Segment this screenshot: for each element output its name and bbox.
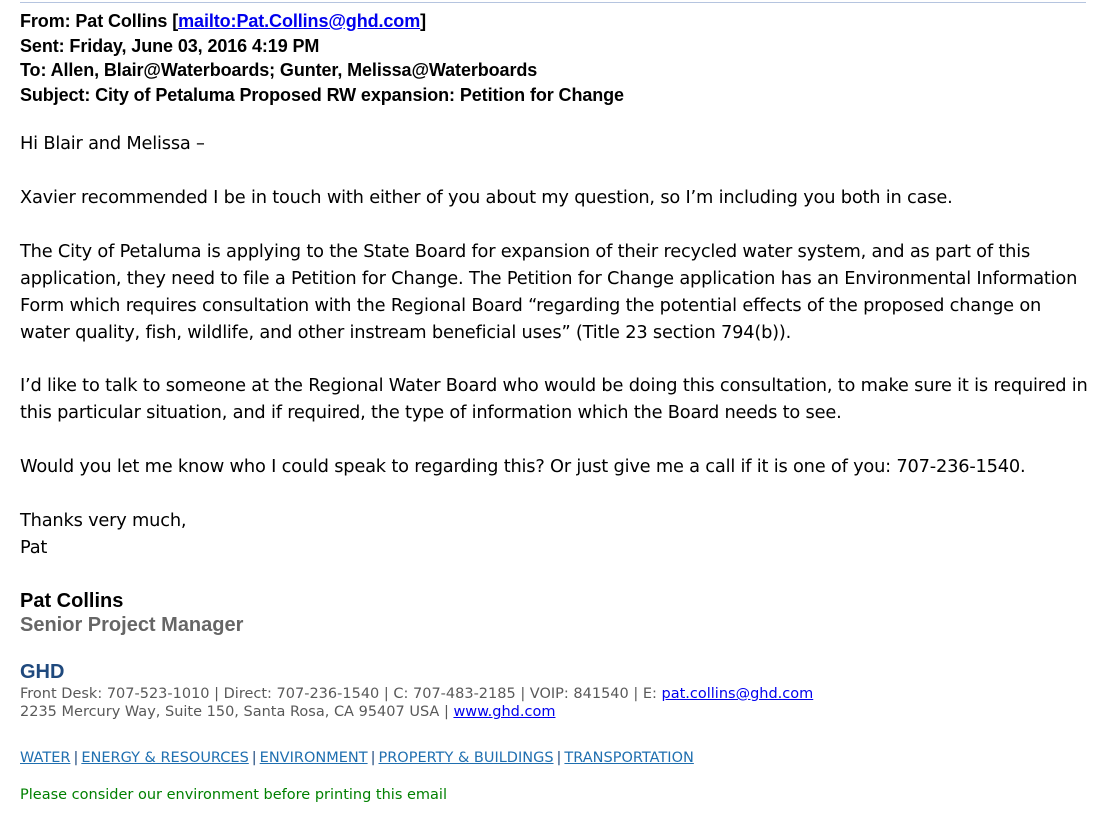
- from-name: Pat Collins: [75, 11, 168, 31]
- contact-line: [20, 685, 813, 703]
- closing-name: Pat: [20, 537, 48, 558]
- from-row: [20, 9, 624, 34]
- subject-label: Subject:: [20, 84, 91, 105]
- paragraph-1: Xavier recommended I be in touch with either of you about my question, so I’m including you both in case.: [20, 187, 953, 208]
- paragraph-2-block: [20, 238, 1095, 346]
- to-value: Allen, Blair@Waterboards; Gunter, Melissa@Waterboards: [50, 60, 538, 80]
- services-separator: |: [370, 750, 376, 766]
- signature-company: GHD: [20, 661, 65, 683]
- from-close-bracket: ]: [420, 11, 427, 31]
- greeting-block: [20, 130, 1095, 157]
- signature-name: Pat Collins: [20, 590, 124, 612]
- sent-label: Sent:: [20, 35, 65, 56]
- service-link-energy-resources[interactable]: ENERGY & RESOURCES: [81, 750, 249, 766]
- address-text: 2235 Mercury Way, Suite 150, Santa Rosa, CA 95407 USA |: [20, 704, 454, 720]
- service-link-water[interactable]: WATER: [20, 750, 71, 766]
- from-open-bracket: [: [172, 11, 179, 31]
- paragraph-3: I’d like to talk to someone at the Regional Water Board who would be doing this consultation, to make sure it is required in this particular situation, and if required, the type of information which the Board needs to see.: [20, 375, 1088, 423]
- subject-row: [20, 83, 624, 108]
- paragraph-3-block: [20, 372, 1095, 426]
- environment-note: Please consider our environment before printing this email: [20, 787, 447, 803]
- from-mailto-link[interactable]: mailto:Pat.Collins@ghd.com: [178, 11, 421, 31]
- closing: Thanks very much,: [20, 510, 187, 531]
- services-separator: |: [73, 750, 79, 766]
- greeting: Hi Blair and Melissa –: [20, 133, 205, 154]
- paragraph-4-block: [20, 453, 1095, 480]
- service-link-transportation[interactable]: TRANSPORTATION: [564, 750, 694, 766]
- closing-block: [20, 507, 1095, 561]
- email-header: [20, 9, 624, 107]
- sent-row: [20, 34, 624, 59]
- paragraph-2: The City of Petaluma is applying to the State Board for expansion of their recycled water system, and as part of this application, they need to file a Petition for Change. The Petition for Change application has an Environmental Information Form which requires consultation with the Regional Board “regarding the potential effects of the proposed change on water quality, fish, wildlife, and other instream beneficial uses” (Title 23 section 794(b)).: [20, 241, 1078, 343]
- paragraph-4: Would you let me know who I could speak to regarding this? Or just give me a call if it is one of you: 707-236-1540.: [20, 456, 1026, 477]
- address-line: [20, 703, 813, 721]
- from-label: From:: [20, 11, 71, 31]
- signature-email-link[interactable]: pat.collins@ghd.com: [661, 686, 814, 702]
- subject-value: City of Petaluma Proposed RW expansion: Petition for Change: [95, 84, 624, 105]
- services-links: [20, 749, 694, 767]
- paragraph-1-block: [20, 184, 1095, 211]
- signature-title: Senior Project Manager: [20, 614, 244, 636]
- contact-numbers: Front Desk: 707-523-1010 | Direct: 707-236-1540 | C: 707-483-2185 | VOIP: 841540 | E:: [20, 686, 662, 702]
- sent-value: Friday, June 03, 2016 4:19 PM: [69, 35, 320, 56]
- service-link-environment[interactable]: ENVIRONMENT: [259, 750, 368, 766]
- header-top-rule: [20, 2, 1086, 3]
- service-link-property-buildings[interactable]: PROPERTY & BUILDINGS: [378, 750, 554, 766]
- to-label: To:: [20, 60, 47, 80]
- website-link[interactable]: www.ghd.com: [453, 704, 556, 720]
- services-separator: |: [251, 750, 257, 766]
- signature-contact: [20, 685, 813, 721]
- services-separator: |: [556, 750, 562, 766]
- to-row: [20, 58, 624, 83]
